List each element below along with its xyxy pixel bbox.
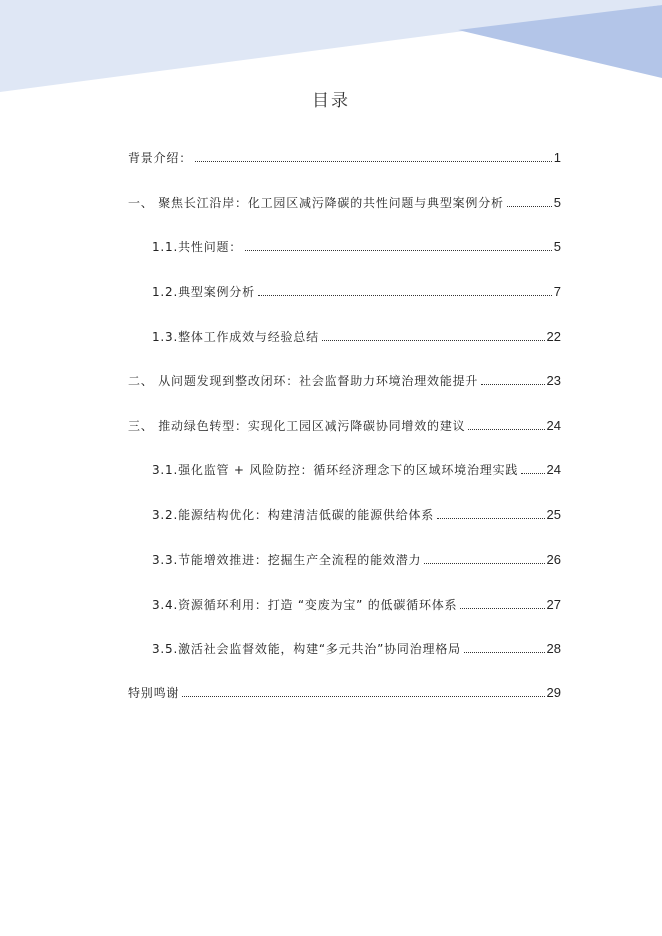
dot-leader: [258, 295, 552, 296]
toc-entry-page: 28: [546, 641, 561, 656]
toc-entry-label: 1.2.典型案例分析: [152, 285, 255, 299]
toc-entry-chapter-3[interactable]: [128, 414, 561, 434]
toc-entry-page: 27: [546, 597, 561, 612]
toc-entry-label: 二、 从问题发现到整改闭环：社会监督助力环境治理效能提升: [128, 374, 479, 388]
dot-leader: [507, 206, 552, 207]
toc-entry-1-3[interactable]: [152, 325, 561, 345]
toc-entry-page: 25: [546, 507, 561, 522]
toc-entry-3-2[interactable]: [152, 503, 561, 523]
toc-entry-page: 26: [546, 552, 561, 567]
toc-entry-page: 5: [553, 239, 561, 254]
toc-entry-background[interactable]: [128, 146, 561, 166]
toc-entry-chapter-2[interactable]: [128, 369, 561, 389]
dot-leader: [245, 250, 552, 251]
dot-leader: [481, 384, 544, 385]
dot-leader: [468, 429, 544, 430]
dot-leader: [182, 696, 544, 697]
dot-leader: [322, 340, 545, 341]
toc-entry-page: 7: [553, 284, 561, 299]
toc-entry-3-5[interactable]: [152, 637, 561, 657]
dot-leader: [424, 563, 544, 564]
toc-entry-1-1[interactable]: [152, 235, 561, 255]
toc-entry-label: 3.4.资源循环利用：打造 “变废为宝” 的低碳循环体系: [152, 598, 458, 612]
toc-entry-3-4[interactable]: [152, 593, 561, 613]
toc-entry-acknowledgements[interactable]: [128, 681, 561, 701]
toc-entry-page: 23: [546, 373, 561, 388]
toc-entry-label: 3.5.激活社会监督效能，构建“多元共治”协同治理格局: [152, 642, 461, 656]
toc-entry-label: 3.3.节能增效推进：挖掘生产全流程的能效潜力: [152, 553, 422, 567]
toc-entry-chapter-1[interactable]: [128, 191, 561, 211]
toc-entry-page: 1: [553, 150, 561, 165]
toc-entry-label: 1.3.整体工作成效与经验总结: [152, 330, 319, 344]
toc-entry-page: 24: [546, 418, 561, 433]
toc-entry-label: 三、 推动绿色转型：实现化工园区减污降碳协同增效的建议: [128, 419, 466, 433]
toc-entry-3-3[interactable]: [152, 548, 561, 568]
toc-entry-page: 22: [546, 329, 561, 344]
page-title: 目录: [312, 91, 350, 111]
dot-leader: [195, 161, 552, 162]
dot-leader: [464, 652, 545, 653]
dot-leader: [437, 518, 544, 519]
toc-entry-1-2[interactable]: [152, 280, 561, 300]
dot-leader: [460, 608, 544, 609]
toc-entry-label: 3.1.强化监管 + 风险防控：循环经济理念下的区域环境治理实践: [152, 463, 519, 477]
toc-entry-page: 29: [546, 685, 561, 700]
toc-entry-page: 5: [553, 195, 561, 210]
toc-entry-label: 特别鸣谢: [128, 686, 180, 700]
toc-entry-page: 24: [546, 462, 561, 477]
toc-entry-label: 背景介绍：: [128, 151, 193, 165]
toc-entry-3-1[interactable]: [152, 458, 561, 478]
dot-leader: [521, 473, 544, 474]
toc-entry-label: 一、 聚焦长江沿岸：化工园区减污降碳的共性问题与典型案例分析: [128, 196, 504, 210]
toc-entry-label: 1.1.共性问题：: [152, 240, 243, 254]
toc-entry-label: 3.2.能源结构优化：构建清洁低碳的能源供给体系: [152, 508, 435, 522]
